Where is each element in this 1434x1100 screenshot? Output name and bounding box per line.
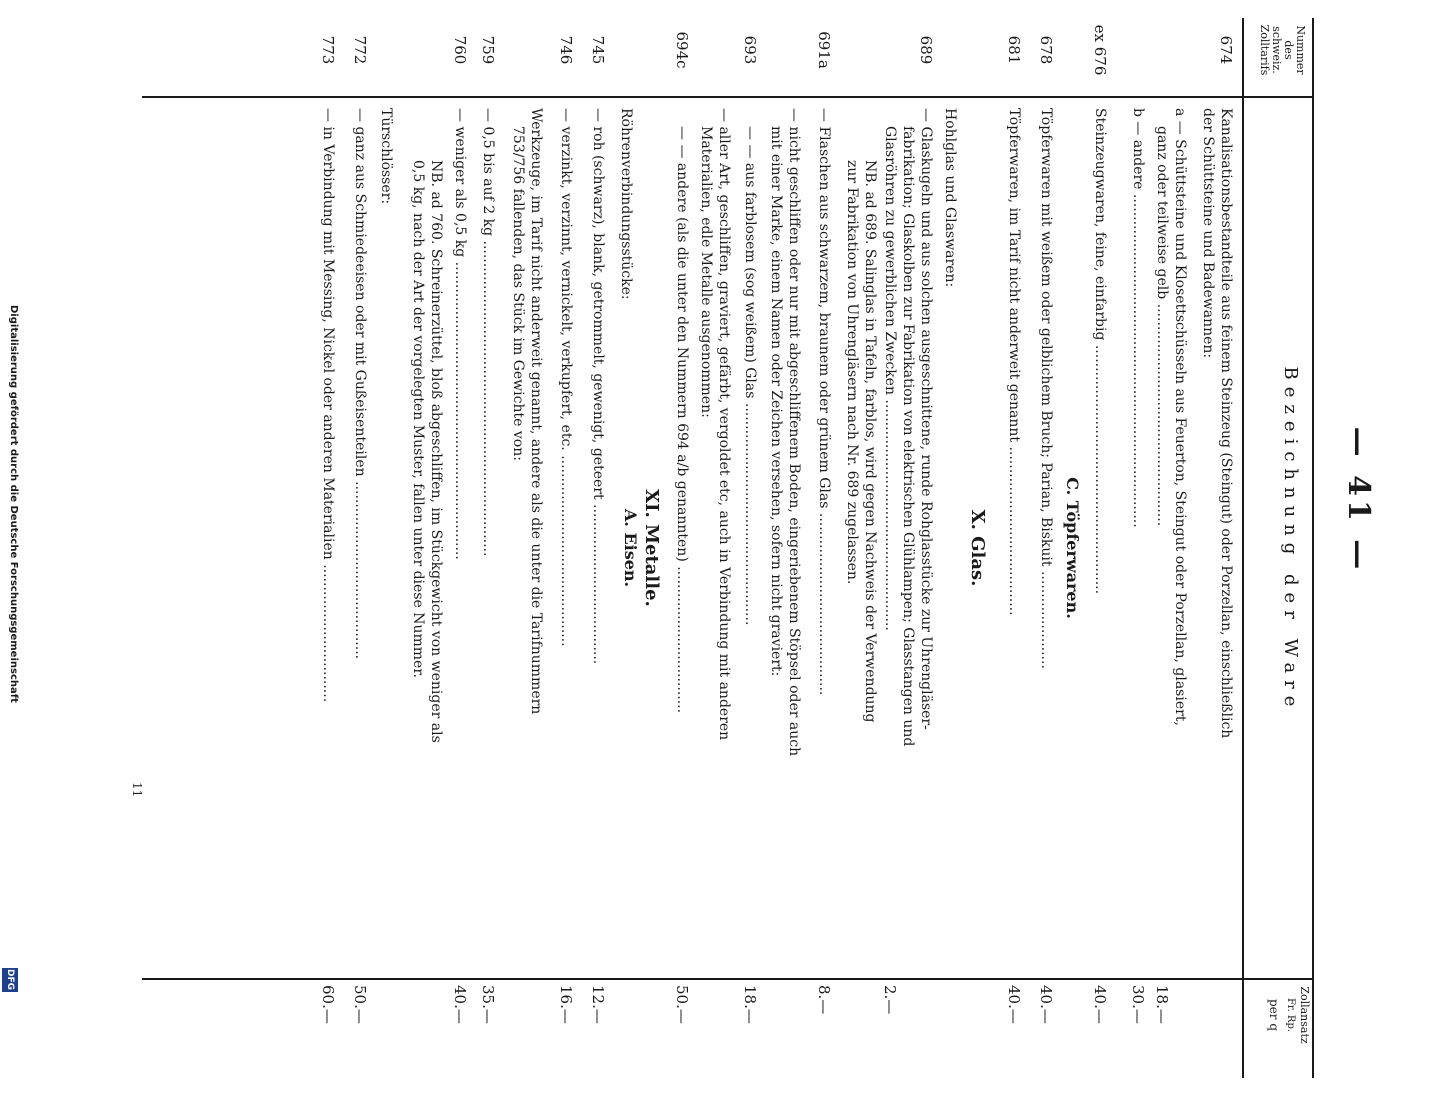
goods-description: — 0,5 bis auf 2 kg ....................................................................... xyxy=(480,108,496,557)
tariff-number: 773 xyxy=(319,35,337,65)
header-description-column: Bezeichnung der Ware xyxy=(1280,366,1301,714)
goods-description: Töpferwaren mit weißem oder gelblichem Bruch; Parian, Biskuit ...................... xyxy=(1038,108,1054,669)
goods-description: Türschlösser: xyxy=(378,108,394,205)
duty-rate: 40.— xyxy=(1037,985,1055,1024)
tariff-number: 691a xyxy=(815,31,833,69)
tariff-number: 674 xyxy=(1217,35,1235,65)
tariff-number: 745 xyxy=(589,35,607,65)
tariff-number: 681 xyxy=(1005,35,1023,65)
goods-description: — Flaschen aus schwarzem, braunem oder grünem Glas ......................................... xyxy=(816,108,832,696)
goods-description: — weniger als 0,5 kg ................................................................... xyxy=(452,108,468,560)
tariff-number: ex 676 xyxy=(1091,24,1109,76)
tariff-number: 746 xyxy=(557,35,575,65)
duty-rate: 40.— xyxy=(1091,985,1109,1024)
goods-description: zur Fabrikation von Uhrengläsern nach Nr. 689 zugelassen. xyxy=(844,160,860,585)
duty-rate: 35.— xyxy=(479,985,497,1024)
goods-description: Kanalisationsbestandteile aus feinem Steinzeug (Steingut) oder Porzellan, einschließlich xyxy=(1218,108,1234,739)
duty-rate: 12.— xyxy=(589,985,607,1024)
tariff-number: 760 xyxy=(451,35,469,65)
duty-rate: 2.— xyxy=(881,985,899,1015)
tariff-number: 678 xyxy=(1037,35,1055,65)
goods-description: — aller Art, geschliffen, graviert, gefärbt, vergoldet etc, auch in Verbindung mit anderen xyxy=(716,108,732,741)
header-rate-unit: per q xyxy=(1267,998,1281,1031)
goods-description: — verzinkt, verzinnt, vernickelt, verkupfert, etc. ........................................... xyxy=(558,108,574,647)
page-number: — 41 — xyxy=(1341,426,1376,574)
goods-description: Röhrenverbindungsstücke: xyxy=(618,108,634,300)
goods-description: Materialien, edle Metalle ausgenommen: xyxy=(698,126,714,418)
goods-description: Werkzeuge, im Tarif nicht anderweit genannt, andere als die unter die Tarifnummern xyxy=(528,108,544,715)
tariff-number: 772 xyxy=(351,35,369,65)
goods-description: NB. ad 689. Salinglas in Tafeln, farblos, wird gegen Nachweis der Verwendung xyxy=(862,160,878,723)
section-heading-eisen: A. Eisen. xyxy=(621,508,640,588)
goods-description: — Glaskugeln und aus solchen ausgeschnittene, runde Rohglasstücke zur Uhrengläser- xyxy=(918,108,934,730)
duty-rate: 60.— xyxy=(319,985,337,1024)
goods-description: — roh (schwarz), blank, getrommelt, gewenigt, geteert .................................... xyxy=(590,108,606,665)
tariff-number: 759 xyxy=(479,35,497,65)
goods-description: fabrikation; Glaskolben zur Fabrikation von elektrischen Glühlampen; Glasstangen und xyxy=(900,126,916,747)
goods-description: ganz oder teilweise gelb .................................................. xyxy=(1154,126,1170,527)
duty-rate: 50.— xyxy=(351,985,369,1024)
goods-description: 0,5 kg, nach der Art der vorgelegten Muster, fallen unter diese Nummer. xyxy=(410,160,426,678)
goods-description: Hohlglas und Glaswaren: xyxy=(942,108,958,288)
goods-description: Glasröhren zu gewerblichen Zwecken .................................................... xyxy=(882,126,898,631)
duty-rate: 8.— xyxy=(815,985,833,1015)
section-heading-glas: X. Glas. xyxy=(967,509,988,587)
section-heading-metalle: XI. Metalle. xyxy=(641,489,662,607)
goods-description: — in Verbindung mit Messing, Nickel oder anderen Materialien ............................... xyxy=(320,108,336,703)
goods-description: NB. ad 760. Schreinerzüttel, bloß abgeschliffen, im Stückgewicht von weniger als xyxy=(428,160,444,743)
goods-description: b — andere ........................................................................... xyxy=(1130,108,1146,528)
goods-description: — — aus farblosem (sog weißem) Glas .................................................. xyxy=(742,126,758,626)
duty-rate: 18.— xyxy=(741,985,759,1024)
section-heading-toepferwaren: C. Töpferwaren. xyxy=(1063,477,1082,619)
duty-rate: 30.— xyxy=(1129,985,1147,1024)
goods-description: a — Schüttsteine und Klosettschüsseln aus Feuerton, Steingut oder Porzellan, glasiert, xyxy=(1172,108,1188,726)
goods-description: mit einer Marke, einem Namen oder Zeichen versehen, sofern nicht graviert: xyxy=(768,126,784,677)
goods-description: — ganz aus Schmiedeeisen oder mit Gußeisenteilen ........................................ xyxy=(352,108,368,660)
duty-rate: 40.— xyxy=(1005,985,1023,1024)
goods-description: Töpferwaren, im Tarif nicht anderweit genannt ...................................... xyxy=(1006,108,1022,616)
duty-rate: 18.— xyxy=(1153,985,1171,1024)
number-column-divider xyxy=(142,96,1314,98)
digitization-credit-text: Digitalisierung gefördert durch die Deutsche Forschungsgemeinschaft xyxy=(8,305,19,703)
goods-description: — — andere (als die unter den Nummern 694 a/b genannten) ................................. xyxy=(674,126,690,714)
header-rate-label: Zollansatz xyxy=(1298,986,1311,1044)
goods-description: — nicht geschliffen oder nur mit abgeschliffenem Boden, eingeriebenem Stöpsel oder auch xyxy=(786,108,802,757)
header-number-column: Nummer des schweiz. Zolltarifs xyxy=(1258,24,1307,76)
duty-rate: 16.— xyxy=(557,985,575,1024)
tariff-number: 689 xyxy=(917,35,935,65)
duty-rate: 50.— xyxy=(673,985,691,1024)
tariff-number: 693 xyxy=(741,35,759,65)
signature-mark: 11 xyxy=(130,782,144,798)
header-rate-sub: Fr. Rp. xyxy=(1285,997,1296,1033)
duty-rate: 40.— xyxy=(451,985,469,1024)
dfg-logo: DFG xyxy=(2,968,18,992)
header-rate-column xyxy=(1268,982,1310,1048)
goods-description: der Schüttsteine und Badewannen: xyxy=(1200,108,1216,359)
header-bottom-rule xyxy=(1242,18,1244,1078)
table-top-rule xyxy=(1312,18,1314,1078)
digitization-credit xyxy=(6,305,18,985)
goods-description: Steinzeugwaren, feine, einfarbig ........................................................ xyxy=(1092,108,1108,595)
tariff-number: 694c xyxy=(673,31,691,69)
goods-description: 753/756 fallenden, das Stück im Gewichte von: xyxy=(510,126,526,461)
